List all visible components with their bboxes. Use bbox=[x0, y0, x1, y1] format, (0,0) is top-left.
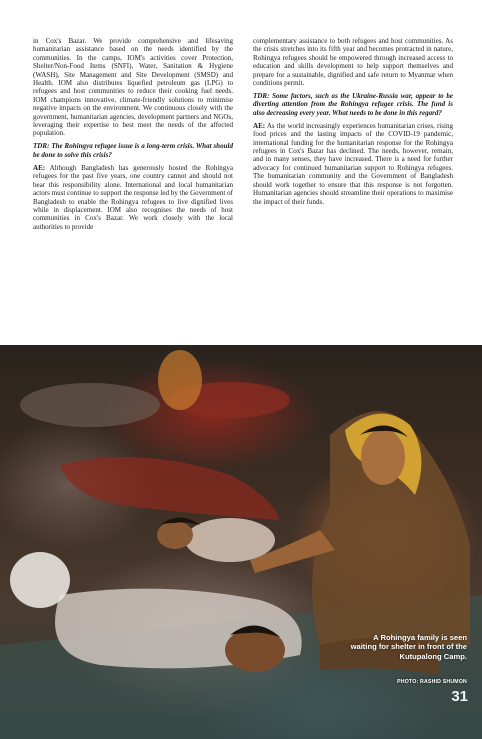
question bbox=[33, 142, 233, 159]
paragraph: complementary assistance to both refugees and host communities. As the crisis stretches into its fifth year and becomes protracted in nature, Rohingya refugees should be empowered through increased access to education and skills development to help support themselves and prepare for a sustainable, dignified and safe return to Myanmar when conditions permit. bbox=[253, 37, 453, 88]
answer bbox=[33, 164, 233, 231]
answer-label: AE: bbox=[33, 163, 46, 172]
answer bbox=[253, 122, 453, 206]
question-label: TDR: bbox=[33, 142, 50, 151]
caption-line: Kutupalong Camp. bbox=[399, 651, 467, 661]
paragraph: in Cox's Bazar. We provide comprehensive and lifesaving humanitarian assistance based on the needs identified by the communities. In the camps, IOM's activities cover Protection, Shelter/Non-Food Items (SNFI), Water, Sanitation & Hygiene (WASH), Site Management and Site Development (SMSD) and Health. IOM also distributes liquefied petroleum gas (LPG) to refugees and host communities to reduce their cooking fuel needs. IOM champions innovative, climate-friendly solutions to minimise negative impacts on the environment. We continuous closely with the government, humanitarian agencies, development partners and NGOs, leveraging their expertise to best meet the needs of the affected population. bbox=[33, 37, 233, 138]
article-body bbox=[33, 37, 453, 337]
question-text: Some factors, such as the Ukraine-Russia war, appear to be diverting attention from the Rohingya refugee crisis. The fund is also decreasing every year. What needs to be done in this regard? bbox=[253, 92, 453, 117]
answer-label: AE: bbox=[253, 121, 266, 130]
right-column bbox=[253, 37, 453, 337]
page-number: 31 bbox=[451, 688, 468, 705]
question bbox=[253, 92, 453, 117]
caption-line: A Rohingya family is seen bbox=[373, 633, 467, 642]
question-label: TDR: bbox=[253, 92, 270, 101]
question-text: The Rohingya refugee issue is a long-term crisis. What should be done to solve this crisis? bbox=[33, 142, 233, 159]
caption-line: waiting for shelter in front of the bbox=[350, 642, 467, 652]
left-column bbox=[33, 37, 233, 337]
answer-text: Although Bangladesh has generously hosted the Rohingya refugees for the past five years, one country cannot and should not bear this responsibility alone. International and local humanitarian actors must continue to support the response led by the Government of Bangladesh to enable the Rohingya refugees to live dignified lives while in displacement. IOM also recognises the needs of host communities in Cox's Bazar. We work closely with the local authorities to provide bbox=[33, 163, 234, 231]
refugee-family-photo bbox=[0, 345, 482, 739]
photo-caption bbox=[317, 633, 467, 661]
answer-text: As the world increasingly experiences humanitarian crises, rising food prices and the lasting impacts of the COVID-19 pandemic, international funding for the humanitarian response for the Rohingya refugees in Cox's Bazar has declined. The needs, however, remain, and in many senses, they have increased. There is a need for further advocacy for continued humanitarian support to Rohingya refugees. The humanitarian community and the Government of Bangladesh should work together to ensure that this response is not forgotten. Humanitarian agencies should streamline their operations to maximise the impact of their funds. bbox=[253, 121, 454, 206]
photo-credit: PHOTO: RASHID SHUMON bbox=[397, 679, 467, 685]
